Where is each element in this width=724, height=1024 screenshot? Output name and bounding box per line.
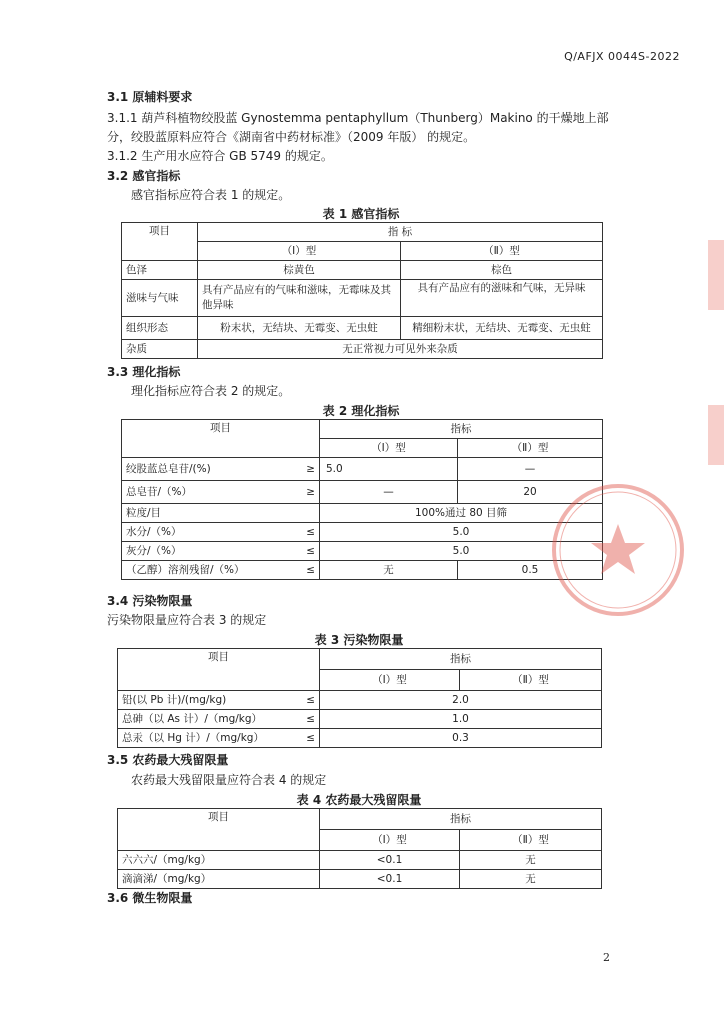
table1-cell-item: 滋味与气味 [122,280,198,317]
table1-sensory [121,222,603,359]
table2-header-type2: （Ⅱ）型 [458,439,603,458]
table-row [118,710,602,729]
table2-cell-item: 粒度/目 [126,506,162,519]
company-seal-stamp [548,480,688,620]
table2-cell-operator: ≤ [306,563,315,576]
table-row [122,458,603,481]
table2-cell-operator: ≥ [306,462,315,475]
table4-cell-type2: 无 [460,870,602,889]
table2-cell-type2: 20 [458,481,603,504]
standard-code: Q/AFJX 0044S-2022 [564,50,680,63]
section-3-3-intro: 理化指标应符合表 2 的规定。 [131,384,291,398]
table4-header-item: 项目 [118,809,320,851]
table1-cell-type2: 具有产品应有的滋味和气味，无异味 [401,280,603,317]
table3-header-type1: （Ⅰ）型 [320,670,460,691]
table3-cell-merged: 0.3 [320,729,602,748]
table-row [122,481,603,504]
table1-caption: 表 1 感官指标 [322,207,400,221]
seam-stamp-mark [708,405,724,465]
table2-cell-item: （乙醇）溶剂残留/（%） [126,563,245,576]
section-3-1-1-line2: 分，绞股蓝原料应符合《湖南省中药材标准》（2009 年版） 的规定。 [107,130,476,144]
table2-cell-type2: 0.5 [458,561,603,580]
table1-cell-item: 色泽 [122,261,198,280]
table4-header-index: 指标 [320,809,602,830]
table1-cell-type2: 精细粉末状，无结块、无霉变、无虫蛀 [401,317,603,340]
table3-cell-item: 铅(以 Pb 计)/(mg/kg) [122,693,227,706]
table2-cell-merged: 100%通过 80 目筛 [320,504,603,523]
table-row [122,261,603,280]
section-3-5-heading: 3.5 农药最大残留限量 [107,753,229,767]
table2-physchem [121,419,603,580]
table2-cell-item: 总皂苷/（%） [126,485,193,498]
section-3-2-intro: 感官指标应符合表 1 的规定。 [131,188,291,202]
table-row [118,729,602,748]
table2-cell-type1: 无 [320,561,458,580]
table-row [118,851,602,870]
table3-cell-merged: 1.0 [320,710,602,729]
table3-header-item: 项目 [118,649,320,691]
table2-cell-operator: ≤ [306,525,315,538]
table1-header-index: 指 标 [198,223,603,242]
table-row [122,317,603,340]
table-row [118,691,602,710]
table3-cell-operator: ≤ [306,712,315,725]
section-3-1-1-line1: 3.1.1 葫芦科植物绞股蓝 Gynostemma pentaphyllum（Thunberg）Makino 的干燥地上部 [107,111,609,125]
table4-cell-type2: 无 [460,851,602,870]
table3-cell-item: 总砷（以 As 计）/（mg/kg） [122,712,263,725]
table2-cell-item: 绞股蓝总皂苷/(%) [126,462,211,475]
table3-caption: 表 3 污染物限量 [314,633,404,647]
table2-cell-item: 灰分/（%） [126,544,182,557]
table1-header-item: 项目 [122,223,198,261]
table3-header-type2: （Ⅱ）型 [460,670,602,691]
table2-header-type1: （Ⅰ）型 [320,439,458,458]
table4-cell-type1: <0.1 [320,851,460,870]
table1-cell-type1: 具有产品应有的气味和滋味，无霉味及其他异味 [198,280,401,317]
table2-cell-operator: ≥ [306,485,315,498]
seam-stamp-mark [708,240,724,310]
table4-caption: 表 4 农药最大残留限量 [296,793,422,807]
table-row [122,280,603,317]
table2-header-item: 项目 [122,420,320,458]
page-number: 2 [603,951,610,964]
table3-contaminants [117,648,602,748]
table2-header-index: 指标 [320,420,603,439]
table1-header-type1: （Ⅰ）型 [198,242,401,261]
table1-cell-merged: 无正常视力可见外来杂质 [198,340,603,359]
table1-cell-type1: 粉末状，无结块、无霉变、无虫蛀 [198,317,401,340]
table1-header-type2: （Ⅱ）型 [401,242,603,261]
table2-cell-type1: — [320,481,458,504]
table4-pesticides [117,808,602,889]
table2-cell-merged: 5.0 [320,542,603,561]
section-3-6-heading: 3.6 微生物限量 [107,891,193,905]
table1-cell-type1: 棕黄色 [198,261,401,280]
table2-cell-type1: 5.0 [320,458,458,481]
section-3-4-intro: 污染物限量应符合表 3 的规定 [107,613,267,627]
table-row [122,504,603,523]
table3-cell-operator: ≤ [306,693,315,706]
table-row [122,542,603,561]
section-3-1-2: 3.1.2 生产用水应符合 GB 5749 的规定。 [107,149,333,163]
table1-cell-item: 杂质 [122,340,198,359]
table2-cell-type2: — [458,458,603,481]
table1-cell-type2: 棕色 [401,261,603,280]
table4-header-type2: （Ⅱ）型 [460,830,602,851]
table-row [122,561,603,580]
table-row [122,340,603,359]
table2-cell-operator: ≤ [306,544,315,557]
table4-cell-item: 滴滴涕/（mg/kg） [118,870,320,889]
section-3-4-heading: 3.4 污染物限量 [107,594,193,608]
section-3-1-heading: 3.1 原辅料要求 [107,90,193,104]
section-3-5-intro: 农药最大残留限量应符合表 4 的规定 [131,773,327,787]
table-row [118,870,602,889]
table2-caption: 表 2 理化指标 [322,404,400,418]
table3-header-index: 指标 [320,649,602,670]
table3-cell-item: 总汞（以 Hg 计）/（mg/kg） [122,731,264,744]
table-row [122,523,603,542]
table3-cell-merged: 2.0 [320,691,602,710]
table2-cell-item: 水分/（%） [126,525,182,538]
table4-header-type1: （Ⅰ）型 [320,830,460,851]
table4-cell-item: 六六六/（mg/kg） [118,851,320,870]
section-3-2-heading: 3.2 感官指标 [107,169,181,183]
table3-cell-operator: ≤ [306,731,315,744]
table4-cell-type1: <0.1 [320,870,460,889]
table1-cell-item: 组织形态 [122,317,198,340]
table2-cell-merged: 5.0 [320,523,603,542]
section-3-3-heading: 3.3 理化指标 [107,365,181,379]
